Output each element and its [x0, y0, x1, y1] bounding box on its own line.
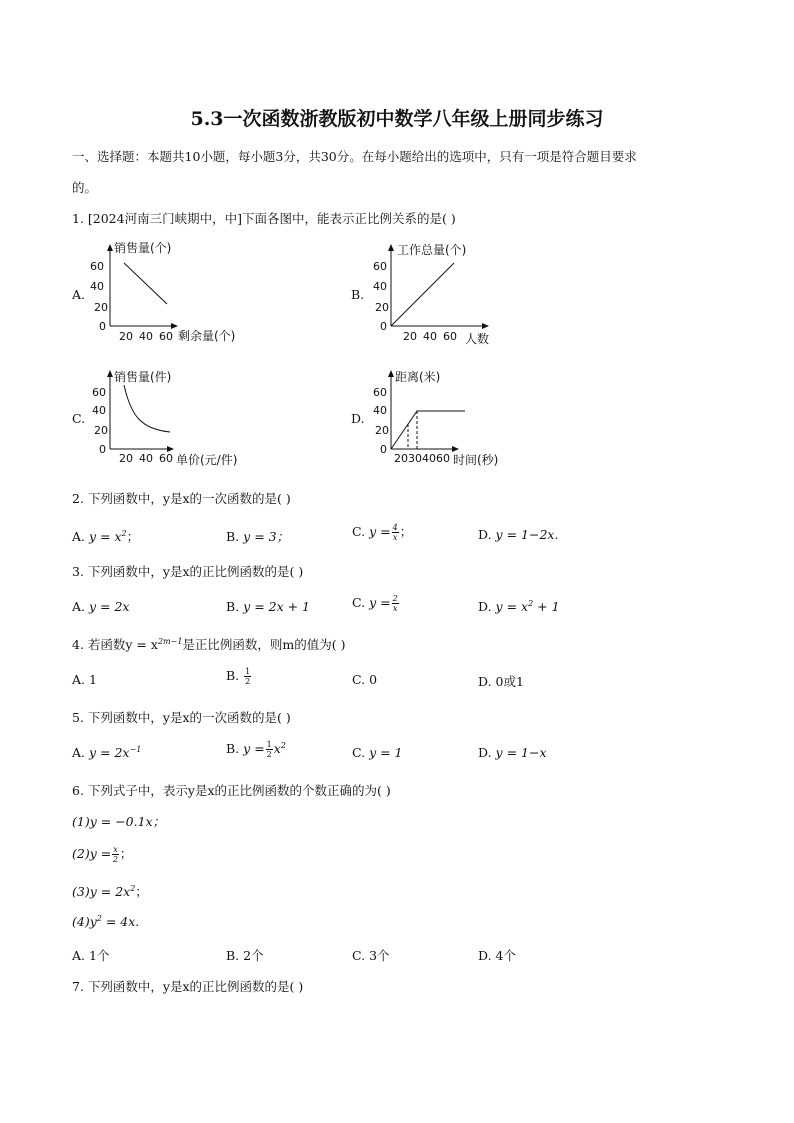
instructions-line-2: 的。	[72, 180, 98, 195]
q1-a-ytick: 40	[90, 280, 104, 293]
q6-item-4: $(4)y^2 = 4x$.	[72, 914, 140, 930]
q1-b-ytick: 40	[373, 280, 387, 293]
q1-option-b-label: B.	[351, 287, 365, 302]
q2-option-a: A. $y = x^2$；	[72, 528, 140, 544]
q1-b-xtick: 20	[403, 330, 417, 343]
q1-c-xtick: 60	[159, 452, 173, 465]
q2-option-d: D. y = 1−2x.	[478, 527, 559, 542]
q1-c-ylabel: 销售量(件)	[114, 370, 172, 384]
q4-option-b: B. $\frac{1}{2}$	[226, 667, 251, 686]
q1-option-d-label: D.	[351, 411, 365, 426]
instructions-line-1: 一、选择题：本题共10小题，每小题3分，共30分。在每小题给出的选项中，只有一项是符合题目要求	[72, 149, 637, 164]
q1-graph-d	[367, 366, 537, 476]
page-title: 5.3一次函数浙教版初中数学八年级上册同步练习	[190, 108, 604, 130]
q1-c-ytick: 0	[99, 443, 106, 456]
q1-b-xtick: 40	[423, 330, 437, 343]
q5-option-a: A. $y = 2x^{-1}$	[72, 745, 142, 761]
q1-c-ytick: 60	[92, 386, 106, 399]
q3-option-d: D. $y = x^2 + 1$	[478, 599, 560, 615]
q1-c-ytick: 40	[92, 404, 106, 417]
q5-option-d: D. y = 1−x	[478, 745, 547, 760]
q1-a-ytick: 20	[94, 301, 108, 314]
question-6-stem: 6. 下列式子中，表示y是x的正比例函数的个数正确的为( )	[72, 783, 391, 798]
q1-a-xtick: 40	[139, 330, 153, 343]
q2-option-b: B. y = 3；	[226, 529, 290, 544]
question-1-stem: 1. [2024河南三门峡期中，中]下面各图中，能表示正比例关系的是( )	[72, 211, 456, 226]
q1-d-ytick: 60	[373, 386, 387, 399]
q6-option-b: B. 2个	[226, 948, 264, 963]
q1-graph-a	[86, 240, 256, 350]
q6-option-c: C. 3个	[352, 948, 390, 963]
q1-d-xtick: 60	[436, 452, 450, 465]
question-7-stem: 7. 下列函数中，y是x的正比例函数的是( )	[72, 979, 304, 994]
q1-d-ylabel: 距离(米)	[395, 370, 441, 384]
q1-a-xtick: 60	[159, 330, 173, 343]
q4-option-a: A. 1	[72, 672, 97, 687]
q1-c-xtick: 40	[139, 452, 153, 465]
q1-graph-b	[367, 240, 537, 350]
q1-b-xlabel: 人数	[465, 332, 490, 346]
q1-b-xtick: 60	[443, 330, 457, 343]
q1-d-ytick: 20	[375, 424, 389, 437]
question-4-stem: 4. 若函数$y = x^{2m-1}$是正比例函数，则m的值为( )	[72, 636, 346, 652]
q4-option-c: C. 0	[352, 672, 378, 687]
q1-d-ytick: 40	[373, 404, 387, 417]
q1-a-ytick: 0	[99, 320, 106, 333]
q1-graph-c	[86, 366, 266, 476]
q6-option-a: A. 1个	[72, 948, 110, 963]
question-5-stem: 5. 下列函数中，y是x的一次函数的是( )	[72, 710, 291, 725]
q1-a-ytick: 60	[90, 260, 104, 273]
q1-option-a-label: A.	[72, 287, 86, 302]
q1-a-ylabel: 销售量(个)	[114, 241, 172, 255]
q1-c-xtick: 20	[119, 452, 133, 465]
q1-c-ytick: 20	[94, 424, 108, 437]
question-3-stem: 3. 下列函数中，y是x的正比例函数的是( )	[72, 564, 304, 579]
q1-c-xlabel: 单价(元/件)	[176, 453, 238, 467]
q3-option-b: B. y = 2x + 1	[226, 599, 311, 614]
q1-b-ytick: 20	[375, 301, 389, 314]
q1-b-ytick: 60	[373, 260, 387, 273]
q6-option-d: D. 4个	[478, 948, 516, 963]
q2-option-c: C. y = $\frac{4}{x}$ ；	[352, 523, 413, 542]
q6-item-3: $(3)y = 2x^2$；	[72, 883, 148, 899]
q1-d-xtick: 203040	[394, 452, 436, 465]
q5-option-c: C. y = 1	[352, 745, 403, 760]
q5-option-b: B. y = $\frac{1}{2}$ $x^2$	[226, 740, 286, 759]
question-2-stem: 2. 下列函数中，y是x的一次函数的是( )	[72, 491, 291, 506]
q3-option-a: A. y = 2x	[72, 599, 130, 614]
q1-a-xtick: 20	[119, 330, 133, 343]
q4-option-d: D. 0或1	[478, 674, 524, 689]
q1-option-c-label: C.	[72, 411, 86, 426]
q1-b-ylabel: 工作总量(个)	[397, 243, 467, 257]
q1-d-ytick: 0	[380, 443, 387, 456]
q3-option-c: C. y = $\frac{2}{x}$	[352, 594, 398, 613]
q1-a-xlabel: 剩余量(个)	[178, 329, 236, 343]
q1-b-ytick: 0	[380, 320, 387, 333]
q6-item-1: (1)y = −0.1x；	[72, 814, 166, 829]
q6-item-2: (2)y = $\frac{x}{2}$ ；	[72, 845, 133, 864]
q1-d-xlabel: 时间(秒)	[453, 453, 499, 467]
